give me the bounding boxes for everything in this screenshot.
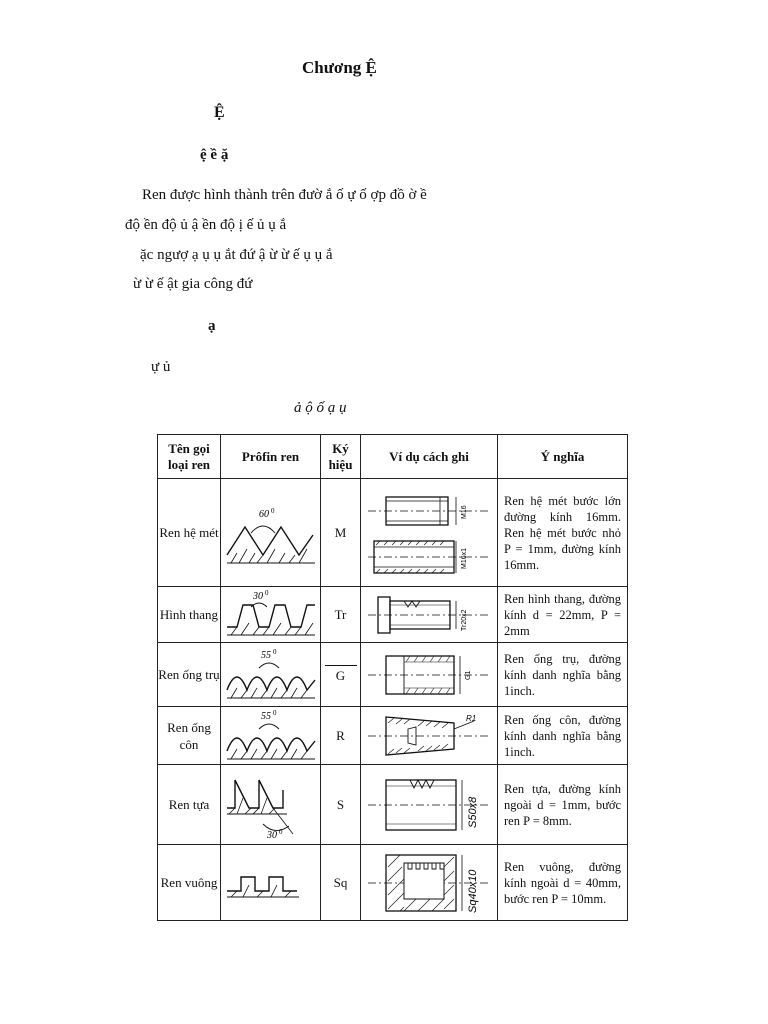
row-symbol: S [321, 765, 361, 845]
example-label: M16x1 [461, 547, 468, 569]
line-b: ự ủ [151, 359, 171, 375]
paragraph-line-1: Ren được hình thành trên đườ ắ ố ự ố ợp đồ ờ ề [142, 187, 427, 203]
profile-figure [221, 707, 321, 765]
svg-text:0: 0 [278, 827, 282, 836]
row-meaning: Ren ống côn, đường kính danh nghĩa bằng 1inch. [498, 707, 628, 765]
section-title: Ệ [214, 104, 225, 121]
table-caption: ả ộ ố ạ ụ [294, 400, 347, 416]
row-meaning: Ren vuông, đường kính ngoài d = 40mm, bước ren P = 10mm. [498, 845, 628, 921]
row-name: Ren tựa [158, 765, 221, 845]
table-row [158, 587, 628, 643]
row-symbol: Tr [321, 587, 361, 643]
profile-figure [221, 479, 321, 587]
header-example: Ví dụ cách ghi [361, 435, 498, 479]
profile-angle-label: 60 [258, 508, 269, 520]
profile-angle-label: 30 [266, 829, 277, 841]
row-meaning: Ren hình thang, đường kính d = 22mm, P = 2mm [498, 587, 628, 643]
table-row [158, 765, 628, 845]
example-figure [361, 587, 498, 643]
example-label: M16 [461, 504, 468, 519]
row-name: Ren hệ mét [158, 479, 221, 587]
thread-table [157, 434, 628, 921]
table-row [158, 707, 628, 765]
row-name: Ren vuông [158, 845, 221, 921]
svg-text:0: 0 [272, 647, 276, 656]
svg-text:0: 0 [270, 506, 274, 515]
profile-figure [221, 845, 321, 921]
row-symbol: R [321, 707, 361, 765]
row-symbol: G [321, 643, 361, 707]
header-symbol: Ký hiệu [321, 435, 361, 479]
row-meaning: Ren ống trụ, đường kính danh nghĩa bằng 1inch. [498, 643, 628, 707]
subsection-title: ệ ề ặ [200, 147, 229, 163]
example-label: G1 [465, 670, 472, 680]
row-name: Hình thang [158, 587, 221, 643]
table-row [158, 643, 628, 707]
profile-angle-label: 55 [260, 710, 271, 722]
paragraph-line-4: ừ ừ ế ật gia công đứ [133, 276, 253, 292]
example-label: Tr20x2 [461, 608, 468, 631]
profile-figure [221, 643, 321, 707]
row-meaning: Ren tựa, đường kính ngoài d = 1mm, bước ren P = 8mm. [498, 765, 628, 845]
table-row [158, 479, 628, 587]
paragraph-line-2: độ ền độ ủ ậ ền độ ị ế ủ ụ ắ [125, 217, 287, 233]
row-name: Ren ống trụ [158, 643, 221, 707]
example-label: Sq40x10 [467, 869, 479, 913]
example-label: R1 [466, 713, 477, 723]
profile-figure [221, 765, 321, 845]
table-header-row [158, 435, 628, 479]
header-name: Tên gọi loại ren [158, 435, 221, 479]
subheading-a: ạ [208, 318, 216, 334]
row-symbol: Sq [321, 845, 361, 921]
header-profile: Prôfin ren [221, 435, 321, 479]
profile-figure [221, 587, 321, 643]
svg-text:0: 0 [272, 708, 276, 717]
example-figure [361, 643, 498, 707]
row-meaning: Ren hệ mét bước lớn đường kính 16mm. Ren hệ mét bước nhỏ P = 1mm, đường kính 16mm. [498, 479, 628, 587]
paragraph-line-3: ặc ngượ ạ ụ ụ ắt đứ ậ ừ ừ ế ụ ụ ắ [140, 247, 333, 263]
chapter-title: Chương Ệ [302, 58, 377, 77]
svg-text:0: 0 [264, 588, 268, 597]
row-name: Ren ống côn [158, 707, 221, 765]
example-figure [361, 479, 498, 587]
header-meaning: Ý nghĩa [498, 435, 628, 479]
example-label: S50x8 [467, 796, 479, 828]
example-figure [361, 707, 498, 765]
row-symbol: M [321, 479, 361, 587]
profile-angle-label: 55 [260, 649, 271, 661]
example-figure [361, 765, 498, 845]
profile-angle-label: 30 [252, 590, 263, 602]
example-figure [361, 845, 498, 921]
table-row [158, 845, 628, 921]
